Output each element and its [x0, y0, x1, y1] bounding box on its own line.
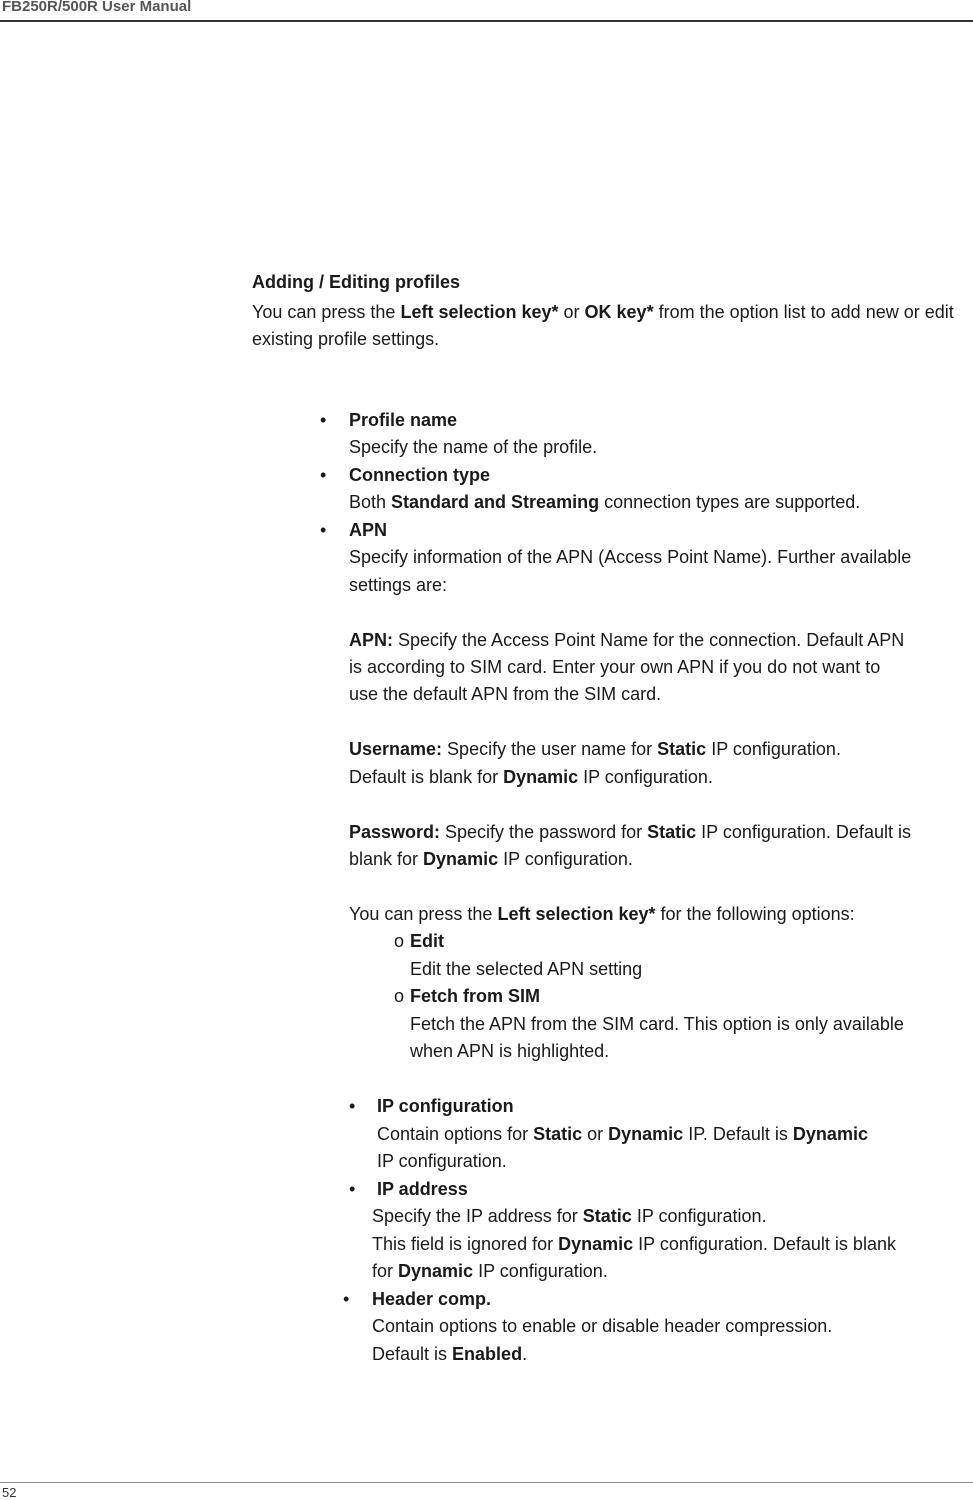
apn-field-password-line: blank for Dynamic IP configuration.: [349, 849, 633, 869]
ip-address-desc-line: for Dynamic IP configuration.: [372, 1261, 608, 1281]
page-number: 52: [2, 1485, 17, 1500]
sub-bullet-marker: o: [394, 986, 405, 1006]
section-heading: Adding / Editing profiles: [252, 272, 460, 292]
apn-field-apn-line: use the default APN from the SIM card.: [349, 684, 662, 704]
apn-desc-line: settings are:: [349, 575, 448, 595]
item-title-profile-name: Profile name: [349, 410, 458, 430]
item-title-connection-type: Connection type: [349, 465, 491, 485]
footer-rule: [0, 1482, 973, 1483]
section-intro: You can press the Left selection key* or OK key* from the option list to add new or edit existing profile settings.: [252, 302, 954, 349]
bullet: •: [320, 465, 327, 485]
item-title-header-comp: Header comp.: [372, 1289, 492, 1309]
bullet: •: [320, 520, 327, 540]
option-title-fetch-from-sim: Fetch from SIM: [410, 986, 541, 1006]
option-desc-edit: Edit the selected APN setting: [410, 959, 643, 979]
option-desc-fetch-from-sim-line: when APN is highlighted.: [410, 1041, 610, 1061]
apn-desc-line: Specify information of the APN (Access Point Name). Further available: [349, 547, 912, 567]
item-desc-profile-name: Specify the name of the profile.: [349, 437, 598, 457]
apn-field-apn-line: is according to SIM card. Enter your own APN if you do not want to: [349, 657, 881, 677]
apn-field-username: Username: Specify the user name for Static IP configuration.: [349, 739, 841, 759]
sub-bullet-marker: o: [394, 931, 405, 951]
apn-field-password: Password: Specify the password for Static IP configuration. Default is: [349, 822, 911, 842]
apn-field-username-line: Default is blank for Dynamic IP configuration.: [349, 767, 713, 787]
item-desc-connection-type: Both Standard and Streaming connection types are supported.: [349, 492, 861, 512]
option-title-edit: Edit: [410, 931, 444, 951]
apn-lsk-options-intro: You can press the Left selection key* for the following options:: [349, 904, 855, 924]
item-title-apn: APN: [349, 520, 388, 540]
bullet: •: [349, 1096, 356, 1116]
header-rule: [0, 20, 973, 22]
bullet: •: [349, 1179, 356, 1199]
apn-field-apn: APN: Specify the Access Point Name for the connection. Default APN: [349, 630, 905, 650]
ip-configuration-desc: Contain options for Static or Dynamic IP. Default is Dynamic: [377, 1124, 868, 1144]
document-header-title: FB250R/500R User Manual: [2, 0, 192, 15]
ip-configuration-desc-line: IP configuration.: [377, 1151, 507, 1171]
item-title-ip-configuration: IP configuration: [377, 1096, 514, 1116]
option-desc-fetch-from-sim: Fetch the APN from the SIM card. This option is only available: [410, 1014, 904, 1034]
ip-address-desc: Specify the IP address for Static IP configuration.: [372, 1206, 767, 1226]
bullet: •: [320, 410, 327, 430]
header-comp-desc-line: Default is Enabled.: [372, 1344, 528, 1364]
header-comp-desc: Contain options to enable or disable header compression.: [372, 1316, 833, 1336]
bullet: •: [343, 1289, 350, 1309]
item-title-ip-address: IP address: [377, 1179, 468, 1199]
ip-address-desc-line: This field is ignored for Dynamic IP configuration. Default is blank: [372, 1234, 896, 1254]
